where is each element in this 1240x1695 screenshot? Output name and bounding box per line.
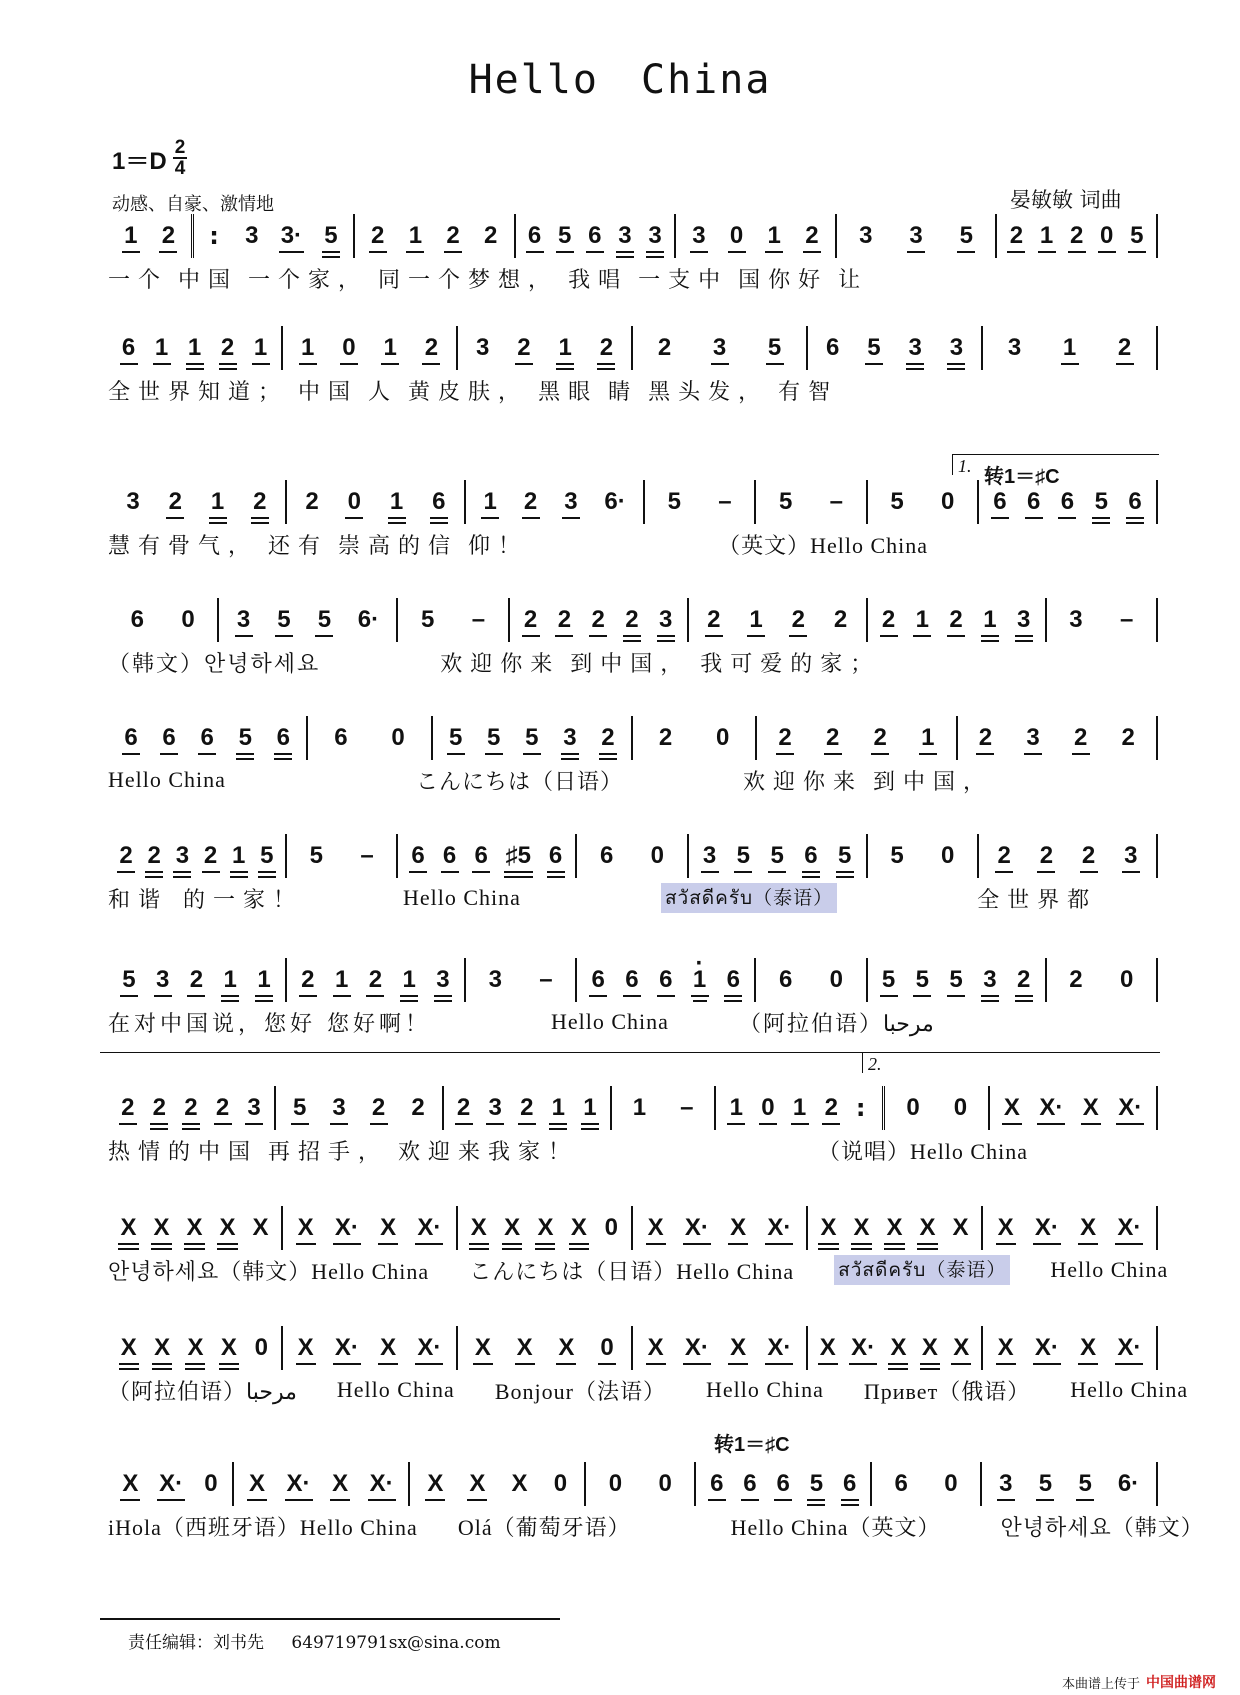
measure: 5 –	[287, 834, 398, 878]
measure: 2 1 2 2	[355, 214, 516, 258]
staff-line-11	[108, 1462, 1204, 1546]
measure: 1 –	[612, 1086, 717, 1130]
editor-credit: 责任编辑：刘书先 649719791sx@sina.com	[100, 1618, 560, 1653]
measure: 5 3 2 1 1	[108, 958, 287, 1002]
measure: 3 –	[466, 958, 577, 1002]
measure: 5 3 2 2	[276, 1086, 444, 1130]
measure: X X· X X·	[283, 1326, 458, 1370]
measure: 3 2 1 2	[108, 480, 287, 524]
measure: 6 6 6 5 6	[979, 480, 1158, 524]
measure: X X· X X·	[234, 1462, 410, 1506]
lyrics-row: （韩文）안녕하세요 欢迎你来 到中国， 我可爱的家；	[108, 651, 881, 677]
lyrics-row: 热情的中国 再招手， 欢迎来我家！ （说唱）Hello China	[108, 1138, 1028, 1165]
measure: 0 0	[885, 1086, 990, 1130]
measure: 5 0	[868, 480, 979, 524]
measure: 6 5 3 3	[808, 326, 983, 370]
measure: X X· 0	[108, 1462, 234, 1506]
measure: X X X X 0	[458, 1206, 633, 1250]
author-credit: 晏敏敏 词曲	[1010, 188, 1122, 212]
measure: 2 0 1 6	[287, 480, 466, 524]
notes-row	[108, 1206, 1158, 1250]
measure: 2 1 2 2	[689, 598, 868, 642]
measure: 5 5 5 3 2	[433, 716, 633, 760]
volta-label: 2.	[868, 1054, 882, 1074]
expression-marking: 动感、自豪、激情地	[112, 194, 274, 215]
measure: 3 3 5	[837, 214, 998, 258]
measure: X X· X X·	[990, 1086, 1158, 1130]
lyrics-row: 全世界知道； 中国 人 黄皮肤， 黑眼 睛 黑头发， 有智	[108, 379, 839, 405]
measure: 2 2 2 2 3	[510, 598, 689, 642]
notes-row	[108, 326, 1158, 370]
footer-watermark: 本曲谱上传于 中国曲谱网	[1062, 1672, 1216, 1692]
measure: 6 6 6 5 6	[108, 716, 308, 760]
volta-bracket	[862, 1052, 1159, 1073]
staff-line-4	[108, 598, 1158, 682]
measure: 6 0	[577, 834, 688, 878]
measure: 6 5 6 3 3	[516, 214, 677, 258]
measure: 5 0	[868, 834, 979, 878]
measure: 2 0	[1047, 958, 1158, 1002]
measure: X X· X X·	[633, 1326, 808, 1370]
measure: X X· X X·	[283, 1206, 458, 1250]
measure: 3 2 1 2	[458, 326, 633, 370]
notes-row	[108, 1462, 1158, 1506]
measure: 0 0	[586, 1462, 696, 1506]
lyrics-row: Hello China こんにちは（日语） 欢迎你来 到中国，	[108, 767, 993, 795]
key-label: 1＝D	[112, 147, 167, 175]
measure: 2 1 2 0 5	[997, 214, 1158, 258]
measure: 1 2 3 6·	[466, 480, 645, 524]
measure: 3 5 5 6 5	[689, 834, 868, 878]
notes-row	[108, 1326, 1158, 1370]
staff-line-3	[108, 480, 1158, 564]
time-signature: 2 4	[174, 137, 186, 179]
notes-row	[108, 834, 1158, 878]
measure: X X· X X·	[983, 1206, 1158, 1250]
volta-label: 1.	[958, 456, 972, 476]
measure: 3 –	[1047, 598, 1158, 642]
staff-line-7	[108, 958, 1158, 1042]
measure: X X· X X X	[808, 1326, 983, 1370]
measure: 5 5 5 3 2	[868, 958, 1047, 1002]
measure: 6 0	[756, 958, 867, 1002]
notes-row	[108, 214, 1158, 258]
notes-row	[108, 598, 1158, 642]
measure: 5 –	[645, 480, 756, 524]
notes-row	[108, 480, 1158, 524]
measure: 2 3 2 2	[958, 716, 1158, 760]
measure: X X· X X·	[983, 1326, 1158, 1370]
measure: 2 1 2 1 3	[868, 598, 1047, 642]
staff-line-1	[108, 214, 1158, 298]
measure: 2 1 2 1 3	[287, 958, 466, 1002]
lyrics-row: 慧有骨气， 还有 崇高的信 仰！ （英文）Hello China	[108, 532, 928, 559]
lyrics-row: 在对中国说，您好 您好啊！ Hello China （阿拉伯语）مرحبا	[108, 1009, 934, 1037]
song-title: Hello China	[468, 57, 772, 103]
key-signature	[112, 138, 187, 178]
measure: 2 2 2 1	[757, 716, 957, 760]
measure: X X X 0	[410, 1462, 586, 1506]
measure: 6 6 6 ♯5 6	[398, 834, 577, 878]
measure: 3 5 5 6·	[219, 598, 398, 642]
measure: 5 –	[756, 480, 867, 524]
measure: 2 2 3 2 1 5	[108, 834, 287, 878]
measure: 2 3 5	[633, 326, 808, 370]
measure: 2 3 2 1 1	[444, 1086, 612, 1130]
measure: X X X 0	[458, 1326, 633, 1370]
lyrics-row: 和谐 的一家！ Hello China สวัสดีครับ（泰语） 全世界都	[108, 885, 1098, 913]
measure: 1 0 1 2 :	[716, 1086, 885, 1130]
measure: 2 2 2 2 3	[108, 1086, 276, 1130]
staff-line-10	[108, 1326, 1189, 1410]
measure: 3 1 2	[983, 326, 1158, 370]
site-logo-icon: 中国曲谱网	[1146, 1675, 1217, 1691]
measure: : 3 3· 5	[194, 214, 355, 258]
measure: 2 2 2 3	[979, 834, 1158, 878]
notes-row	[108, 716, 1158, 760]
staff-line-9	[108, 1206, 1169, 1290]
measure: 6 0	[108, 598, 219, 642]
measure: 5 –	[398, 598, 509, 642]
staff-line-2	[108, 326, 1158, 410]
modulation-marking: 转1＝♯C	[984, 466, 1060, 488]
measure: X X X X X	[108, 1206, 283, 1250]
measure: 1 2	[108, 214, 194, 258]
measure: 6 6 6 5 6	[696, 1462, 872, 1506]
measure: 3 0 1 2	[676, 214, 837, 258]
measure: 1 0 1 2	[283, 326, 458, 370]
lyrics-row: iHola（西班牙语）Hello China Olá（葡萄牙语） Hello China（英文） 안녕하세요（韩文）	[108, 1514, 1204, 1540]
modulation-marking: 转1＝♯C	[714, 1434, 790, 1456]
staff-line-6	[108, 834, 1158, 918]
notes-row	[108, 1086, 1158, 1130]
staff-line-8	[108, 1086, 1158, 1170]
staff-line-5	[108, 716, 1158, 800]
measure: 6 0	[872, 1462, 982, 1506]
measure: 2 0	[633, 716, 757, 760]
lyrics-row: 안녕하세요（韩文）Hello China こんにちは（日语）Hello China สวัสดีครับ（泰语） Hello China	[108, 1257, 1169, 1284]
measure: X X· X X·	[633, 1206, 808, 1250]
notes-row	[108, 958, 1158, 1002]
measure: 3 5 5 6·	[982, 1462, 1158, 1506]
lyrics-row: 一个 中国 一个家， 同一个梦想， 我唱 一支中 国你好 让	[108, 267, 869, 293]
measure: 6 0	[308, 716, 432, 760]
measure: X X X X 0	[108, 1326, 283, 1370]
lyrics-row: （阿拉伯语）مرحبا Hello China Bonjour（法语） Hello China Привет（俄语） Hello China	[108, 1377, 1189, 1404]
measure: 6 6 6 · 1 6	[577, 958, 756, 1002]
measure: X X X X X	[808, 1206, 983, 1250]
measure: 6 1 1 2 1	[108, 326, 283, 370]
